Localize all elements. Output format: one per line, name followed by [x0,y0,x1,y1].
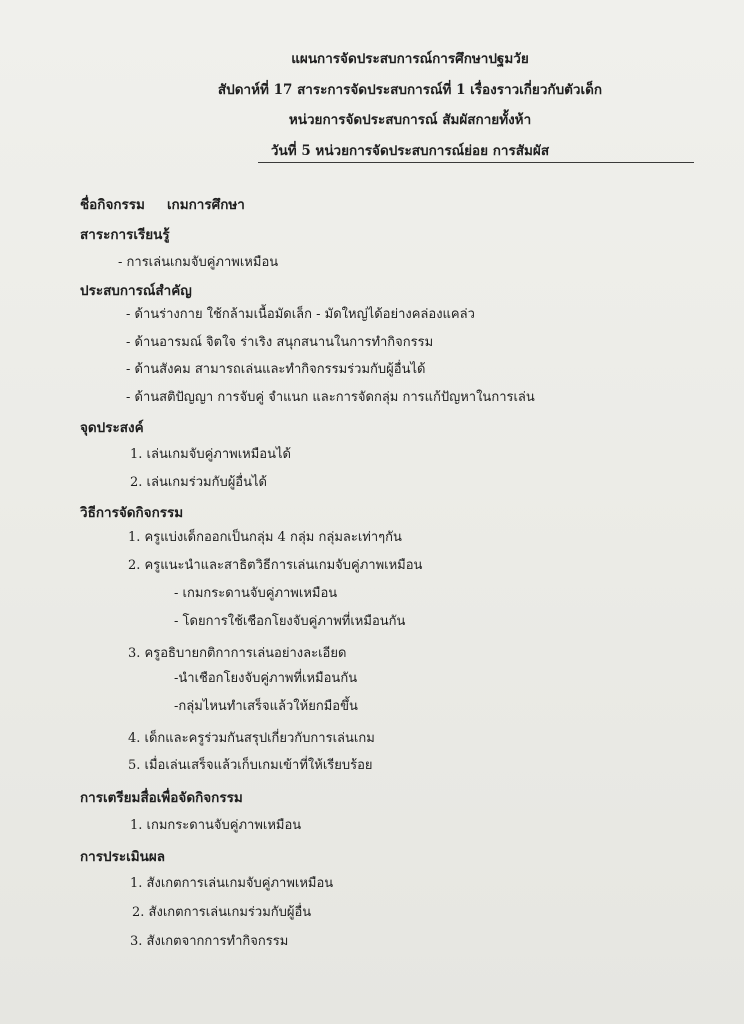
objective-item: 2. เล่นเกมร่วมกับผู้อื่นได้ [130,475,267,490]
header-week: สัปดาห์ที่ 17 สาระการจัดประสบการณ์ที่ 1 เรื่องราวเกี่ยวกับตัวเด็ก [217,81,603,98]
method-step-3: 3. ครูอธิบายกติกาการเล่นอย่างละเอียด [128,646,347,661]
method-step-2: 2. ครูแนะนำและสาธิตวิธีการเล่นเกมจับคู่ภาพเหมือน [128,558,423,573]
header-day: วันที่ 5 หน่วยการจัดประสบการณ์ย่อย การสัมผัส [270,142,550,159]
method-step-2-sub: - โดยการใช้เชือกโยงจับคู่ภาพที่เหมือนกัน [174,614,406,629]
method-step-5: 5. เมื่อเล่นเสร็จแล้วเก็บเกมเข้าที่ให้เรียบร้อย [128,758,373,773]
evaluation-item: 3. สังเกตจากการทำกิจกรรม [130,934,289,949]
objectives-heading: จุดประสงค์ [80,420,144,436]
materials-item: 1. เกมกระดานจับคู่ภาพเหมือน [130,818,302,833]
content-heading: สาระการเรียนรู้ [80,227,170,243]
method-step-3-sub: -กลุ่มไหนทำเสร็จแล้วให้ยกมือขึ้น [174,699,358,714]
activity-name-label: ชื่อกิจกรรม [80,197,145,213]
content-item: - การเล่นเกมจับคู่ภาพเหมือน [118,255,279,270]
experience-heading: ประสบการณ์สำคัญ [80,283,192,299]
method-step-2-sub: - เกมกระดานจับคู่ภาพเหมือน [174,586,338,601]
method-heading: วิธีการจัดกิจกรรม [80,505,184,521]
activity-name-value: เกมการศึกษา [166,197,245,213]
activity-name-row [80,196,245,214]
header-title: แผนการจัดประสบการณ์การศึกษาปฐมวัย [291,51,529,67]
method-step-3-sub: -นำเชือกโยงจับคู่ภาพที่เหมือนกัน [174,671,358,686]
method-step-1: 1. ครูแบ่งเด็กออกเป็นกลุ่ม 4 กลุ่ม กลุ่มละเท่าๆกัน [128,530,402,545]
header-unit: หน่วยการจัดประสบการณ์ สัมผัสกายทั้งห้า [288,112,532,128]
experience-item-physical: - ด้านร่างกาย ใช้กล้ามเนื้อมัดเล็ก - มัดใหญ่ได้อย่างคล่องแคล่ว [126,307,475,322]
header-divider [258,162,694,163]
evaluation-item: 1. สังเกตการเล่นเกมจับคู่ภาพเหมือน [130,876,334,891]
method-step-4: 4. เด็กและครูร่วมกันสรุปเกี่ยวกับการเล่นเกม [128,731,375,746]
experience-item-social: - ด้านสังคม สามารถเล่นและทำกิจกรรมร่วมกับผู้อื่นได้ [126,362,426,377]
objective-item: 1. เล่นเกมจับคู่ภาพเหมือนได้ [130,447,291,462]
document-header [150,44,670,166]
evaluation-item: 2. สังเกตการเล่นเกมร่วมกับผู้อื่น [132,905,312,920]
experience-item-intellectual: - ด้านสติปัญญา การจับคู่ จำแนก และการจัดกลุ่ม การแก้ปัญหาในการเล่น [126,390,535,405]
experience-item-emotional: - ด้านอารมณ์ จิตใจ ร่าเริง สนุกสนานในการทำกิจกรรม [126,335,434,350]
evaluation-heading: การประเมินผล [80,849,166,865]
materials-heading: การเตรียมสื่อเพื่อจัดกิจกรรม [80,790,243,806]
